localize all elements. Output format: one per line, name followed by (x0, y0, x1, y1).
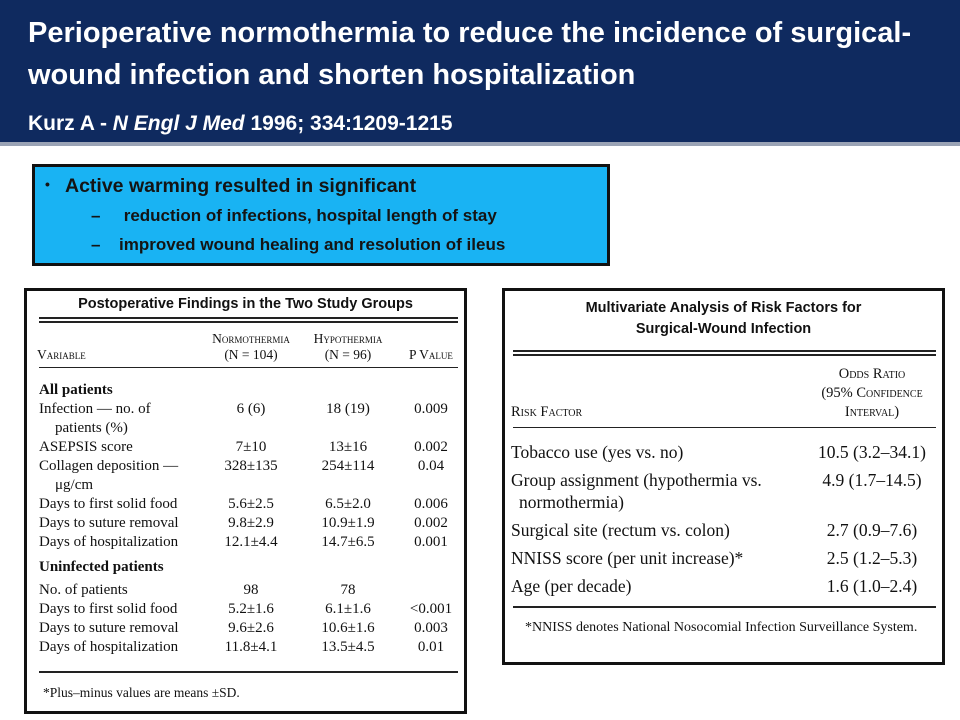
row-hypothermia: 18 (19) (326, 401, 370, 417)
citation-author: Kurz A - (28, 112, 113, 135)
row-normothermia: 12.1±4.4 (224, 534, 278, 550)
row-label: Days of hospitalization (39, 534, 179, 550)
col-normothermia: Normothermia (212, 331, 290, 346)
postoperative-findings-table (24, 288, 467, 714)
row-normothermia: 9.8±2.9 (228, 515, 274, 531)
row-normothermia: 5.2±1.6 (228, 601, 274, 617)
table-rule (513, 354, 936, 356)
row-label-continued: normothermia) (519, 492, 624, 512)
row-label: Days to suture removal (39, 620, 179, 636)
col-variable: Variable (37, 347, 86, 362)
row-odds-ratio: 2.5 (1.2–5.3) (826, 548, 918, 568)
row-hypothermia: 10.6±1.6 (321, 620, 375, 636)
row-p-value: <0.001 (409, 601, 453, 617)
table-rule (39, 367, 458, 368)
table-rule (39, 671, 458, 673)
row-label: NNISS score (per unit increase)* (511, 548, 744, 568)
table-footnote: *Plus–minus values are means ±SD. (43, 685, 240, 700)
row-normothermia: 7±10 (235, 439, 267, 455)
row-normothermia: 5.6±2.5 (228, 496, 274, 512)
row-hypothermia: 10.9±1.9 (321, 515, 375, 531)
row-hypothermia: 14.7±6.5 (321, 534, 375, 550)
row-label: Tobacco use (yes vs. no) (511, 442, 684, 462)
row-label: patients (%) (55, 420, 128, 436)
row-p-value: 0.01 (417, 639, 445, 655)
row-normothermia: 6 (6) (236, 401, 266, 417)
col-hypothermia-n: (N = 96) (324, 347, 372, 362)
key-finding-sub-1: – reduction of infections, hospital length of stay (91, 206, 497, 225)
table-rule (513, 350, 936, 352)
section-heading: All patients (39, 382, 113, 398)
row-normothermia: 11.8±4.1 (224, 639, 278, 655)
row-p-value: 0.003 (414, 620, 448, 636)
col-p-value: P Value (409, 347, 453, 362)
row-label: Surgical site (rectum vs. colon) (511, 520, 730, 540)
dash-icon: – (91, 206, 101, 225)
col-odds-ratio: Odds Ratio (838, 366, 906, 382)
col-normothermia-n: (N = 104) (224, 347, 278, 362)
slide-title: Perioperative normothermia to reduce the incidence of surgical-wound infection and shorten hospitalization (28, 17, 912, 91)
table-title: Postoperative Findings in the Two Study Groups (78, 296, 413, 312)
row-label: ASEPSIS score (39, 439, 133, 455)
table-title: Multivariate Analysis of Risk Factors for Surgical-Wound Infection (585, 300, 862, 337)
row-normothermia: 9.6±2.6 (228, 620, 274, 636)
row-label: Days to first solid food (39, 496, 178, 512)
col-interval: Interval) (844, 404, 900, 420)
table-rule (39, 321, 458, 323)
row-hypothermia: 6.1±1.6 (325, 601, 371, 617)
risk-factors-table (502, 288, 945, 665)
row-label: No. of patients (39, 582, 128, 598)
dash-icon: – (91, 235, 101, 254)
row-hypothermia: 13.5±4.5 (321, 639, 375, 655)
key-finding-text: Active warming resulted in significant (65, 175, 417, 197)
row-hypothermia: 6.5±2.0 (325, 496, 371, 512)
row-label: Collagen deposition — (39, 458, 179, 474)
row-label: Age (per decade) (511, 576, 632, 596)
row-odds-ratio: 10.5 (3.2–34.1) (818, 442, 926, 462)
table-rule (39, 317, 458, 319)
col-hypothermia: Hypothermia (313, 331, 383, 346)
row-odds-ratio: 1.6 (1.0–2.4) (826, 576, 918, 596)
row-label: Group assignment (hypothermia vs. (511, 470, 762, 490)
bullet-icon: • (45, 176, 50, 192)
citation-details: 1996; 334:1209-1215 (244, 112, 453, 135)
row-normothermia: 328±135 (224, 458, 278, 474)
row-p-value: 0.006 (414, 496, 448, 512)
row-odds-ratio: 4.9 (1.7–14.5) (822, 470, 922, 490)
row-label: μg/cm (55, 477, 94, 493)
title-banner (0, 0, 960, 146)
table-rule (513, 427, 936, 428)
table-footnote: *NNISS denotes National Nosocomial Infection Surveillance System. (525, 620, 918, 635)
row-label: Infection — no. of (39, 401, 151, 417)
col-ci: (95% Confidence (821, 385, 923, 401)
citation (28, 110, 452, 138)
row-normothermia: 98 (243, 582, 259, 598)
key-finding-sub-2: – improved wound healing and resolution of ileus (91, 235, 506, 254)
row-p-value: 0.001 (414, 534, 448, 550)
row-odds-ratio: 2.7 (0.9–7.6) (826, 520, 918, 540)
row-p-value: 0.002 (414, 515, 448, 531)
table-rule (513, 606, 936, 608)
row-label: Days of hospitalization (39, 639, 179, 655)
row-label: Days to suture removal (39, 515, 179, 531)
row-p-value: 0.009 (414, 401, 448, 417)
citation-journal: N Engl J Med (112, 112, 245, 135)
key-findings-box (32, 164, 610, 266)
row-hypothermia: 13±16 (328, 439, 368, 455)
row-p-value: 0.04 (417, 458, 445, 474)
key-finding-bullet (45, 175, 416, 198)
row-label: Days to first solid food (39, 601, 178, 617)
col-risk-factor: Risk Factor (511, 404, 583, 420)
row-p-value: 0.002 (414, 439, 448, 455)
row-hypothermia: 254±114 (321, 458, 375, 474)
row-hypothermia: 78 (340, 582, 356, 598)
section-heading: Uninfected patients (39, 559, 164, 575)
